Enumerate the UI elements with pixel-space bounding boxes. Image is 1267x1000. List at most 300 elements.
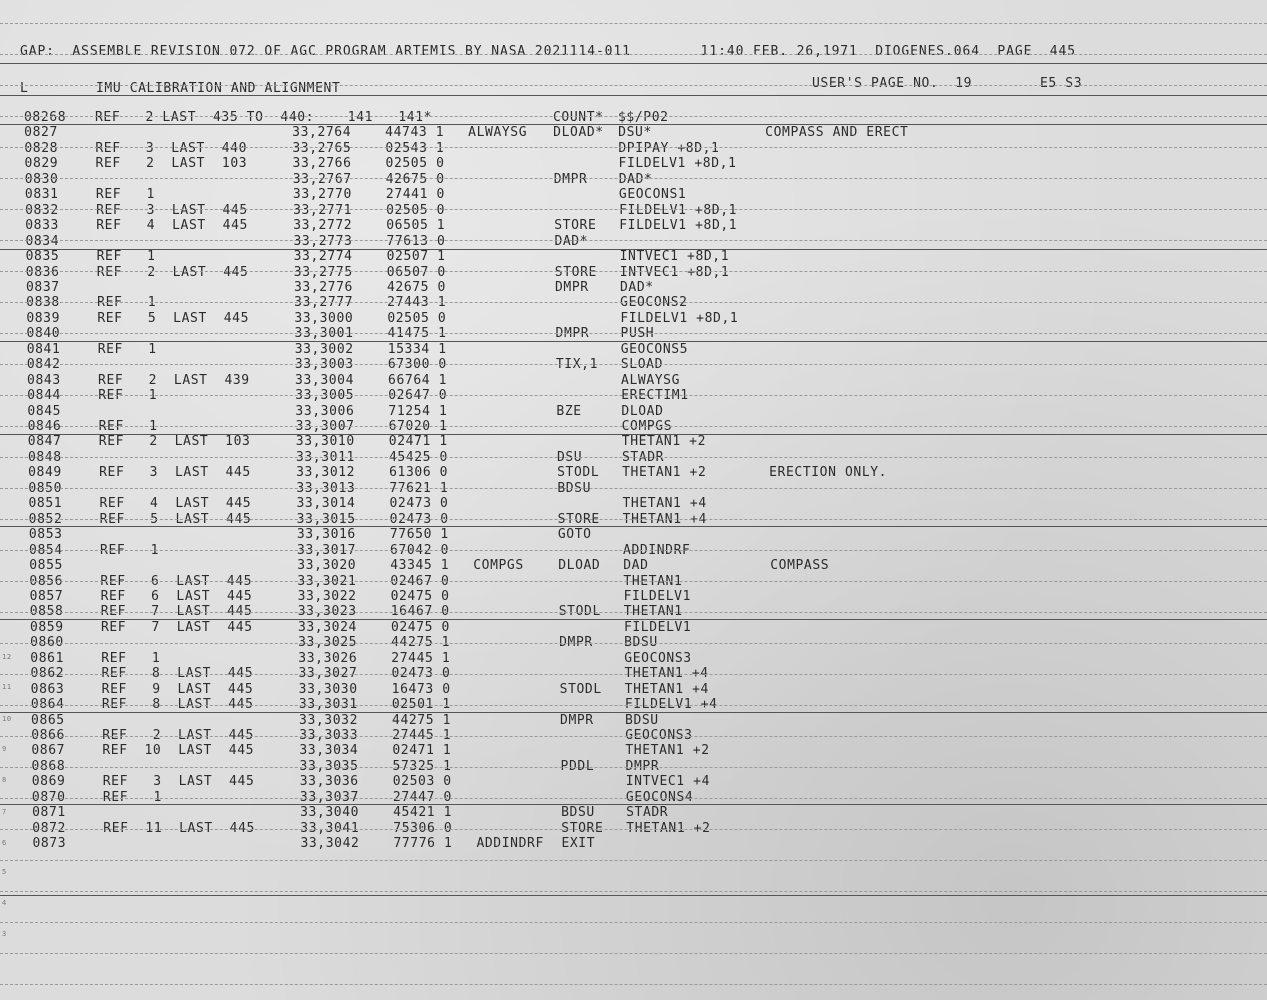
row-word: 61306 0 [389,465,449,481]
row-addr: 33,3041 [300,820,360,836]
row-line: 0831 [24,187,59,203]
row-op: STODL [559,681,602,697]
row-operand: THETAN1 +2 [625,743,710,759]
row-operand: ADDINDRF [623,542,691,558]
row-operand: ERECTIM1 [621,388,689,404]
row-ref: REF 2 LAST 103 [95,156,248,172]
row-addr: 33,3035 [299,758,359,774]
row-addr: 33,3007 [295,419,355,434]
row-ref: REF 2 LAST 445 [102,728,254,743]
row-addr: 33,3037 [299,789,359,805]
row-op: DMPR [553,171,588,187]
row-word: 02501 1 [391,697,451,713]
row-addr: 33,2774 [293,249,353,265]
margin-number: 7 [2,808,7,816]
section-title: IMU CALIBRATION AND ALIGNMENT [96,81,341,96]
row-addr: 33,3032 [299,712,359,728]
row-op: STODL [558,604,601,620]
page-dashed-rule [0,333,1267,334]
page-dashed-rule [0,302,1267,303]
margin-number: 8 [2,776,7,784]
row-operand: BDSU [625,712,659,728]
row-ref: REF 8 LAST 445 [101,697,254,713]
row-word: 02505 0 [385,156,445,172]
row-operand: FILDELV1 +8D,1 [619,218,738,234]
row-label: COMPGS [473,558,524,574]
page-dashed-rule [0,364,1267,365]
row-word: 27445 1 [392,728,452,743]
row-word: 16467 0 [390,604,450,620]
row-op: BDSU [557,480,592,496]
row-operand: GEOCONS3 [625,728,693,743]
page-dashed-rule [0,116,1267,117]
row-word: 44275 1 [391,635,451,651]
row-operand: GEOCONS1 [618,187,687,203]
row-line: 0863 [30,681,65,697]
row-ref: REF 1 [96,249,156,265]
row-operand: STADR [626,805,669,821]
row-word: 43345 1 [390,558,450,574]
page-dashed-rule [0,488,1267,489]
row-operand: FILDELV1 +8D,1 [620,310,739,326]
row-line: 0846 [27,419,62,434]
row-ref: REF 1 [97,295,157,311]
row-word: 02471 1 [392,743,452,759]
page-dashed-rule [0,209,1267,210]
page-dashed-rule [0,984,1267,985]
row-line: 0850 [28,480,63,496]
row-word: 77621 1 [389,480,449,496]
row-ref: REF 2 LAST 435 TO 440: 141 141* [95,110,433,125]
row-word: 44275 1 [392,712,452,728]
row-operand: THETAN1 +2 [622,465,707,481]
row-operand: GEOCONS4 [625,789,694,805]
row-op: STORE [557,511,600,527]
page-dashed-rule [0,674,1267,675]
row-ref: REF 11 LAST 445 [103,820,255,836]
row-ref: REF 9 LAST 445 [101,681,254,697]
page-dashed-rule [0,240,1267,241]
row-line: 08268 [24,110,67,125]
row-line: 0843 [27,372,61,388]
row-operand: GEOCONS3 [624,650,692,666]
row-word: 16473 0 [391,681,451,697]
row-operand: FILDELV1 +8D,1 [618,156,737,172]
row-ref: REF 3 LAST 445 [99,465,251,481]
row-addr: 33,2775 [293,264,353,280]
row-op: DSU [556,449,583,465]
row-addr: 33,3017 [297,542,357,558]
page-dashed-rule [0,953,1267,954]
row-operand: STADR [621,449,665,465]
row-line: 0845 [27,403,62,419]
page-rule [0,804,1267,805]
row-op: EXIT [561,836,596,852]
row-operand: THETAN1 [623,604,683,620]
row-operand: THETAN1 +2 [621,434,707,450]
row-addr: 33,2773 [293,233,353,249]
row-op: DMPR [555,326,590,342]
row-op: STORE [561,820,604,836]
page-dashed-rule [0,860,1267,861]
row-word: 02503 0 [392,774,452,790]
row-addr: 33,3023 [297,604,357,620]
row-line: 0837 [25,279,60,295]
page-dashed-rule [0,147,1267,148]
page-dashed-rule [0,395,1267,396]
row-line: 0832 [25,202,59,218]
page-dashed-rule [0,612,1267,613]
row-line: 0862 [30,666,65,682]
row-op: DAD* [554,233,589,249]
row-line: 0844 [27,388,61,404]
row-op: STODL [557,465,600,481]
row-addr: 33,3020 [297,558,357,574]
row-word: 71254 1 [388,403,448,419]
page-rule [0,434,1267,435]
row-addr: 33,2770 [292,187,352,203]
row-op: DMPR [560,712,594,728]
row-comment: ERECTION ONLY. [769,465,888,481]
row-addr: 33,3011 [295,449,355,465]
row-ref: REF 3 LAST 440 [95,140,248,156]
page-dashed-rule [0,767,1267,768]
row-addr: 33,2767 [292,171,352,187]
row-operand: $$/P02 [618,110,669,125]
row-line: 0848 [27,449,62,465]
page-dashed-rule [0,891,1267,892]
page-dashed-rule [0,829,1267,830]
row-ref: REF 8 LAST 445 [101,666,254,682]
row-line: 0836 [25,264,60,280]
margin-number: 9 [2,745,7,753]
row-operand: FILDELV1 +4 [624,697,718,713]
row-operand: THETAN1 +4 [624,666,709,682]
row-line: 0864 [30,697,65,713]
row-addr: 33,3027 [298,666,358,682]
page-dashed-rule [0,581,1267,582]
row-line: 0842 [26,357,61,373]
row-operand: DSU* [618,125,652,141]
row-ref: REF 1 [97,341,157,357]
row-word: 77776 1 [393,836,453,852]
row-comment: COMPASS [770,558,830,574]
page-rule [0,63,1267,64]
row-ref: REF 6 LAST 445 [100,573,253,589]
row-line: 0860 [30,635,64,651]
row-line: 0869 [31,774,66,790]
row-operand: ALWAYSG [621,372,681,388]
row-word: 02473 0 [389,496,449,512]
row-ref: REF 2 LAST 439 [98,372,250,388]
row-addr: 33,3000 [294,310,354,326]
row-word: 15334 1 [387,341,447,357]
row-addr: 33,2777 [294,295,354,311]
row-line: 0856 [29,573,64,589]
row-word: 66764 1 [388,372,448,388]
row-addr: 33,3033 [299,728,359,743]
row-line: 0868 [31,758,66,774]
users-page-number: USER'S PAGE NO. 19 [812,76,973,91]
page-rule [0,895,1267,896]
row-line: 0861 [30,650,65,666]
margin-number: 6 [2,839,7,847]
row-addr: 33,3042 [300,836,360,852]
row-line: 0829 [24,156,59,172]
row-addr: 33,3006 [295,403,355,419]
row-addr: 33,2764 [292,125,352,141]
row-ref: REF 6 LAST 445 [100,588,253,604]
row-ref: REF 1 [98,419,158,434]
row-word: 02505 0 [387,310,447,326]
row-word: 75306 0 [393,820,453,836]
row-line: 0849 [28,465,62,481]
row-operand: FILDELV1 [623,588,691,604]
page-dashed-rule [0,178,1267,179]
row-ref: REF 3 LAST 445 [102,774,255,790]
page-dashed-rule [0,54,1267,55]
row-operand: DAD* [618,171,653,187]
row-line: 0851 [28,496,63,512]
row-word: 06505 1 [386,218,446,234]
row-line: 0855 [29,558,63,574]
row-addr: 33,3010 [295,434,355,450]
row-operand: THETAN1 +2 [626,820,711,836]
row-addr: 33,3025 [298,635,358,651]
row-addr: 33,3014 [296,496,356,512]
row-addr: 33,2771 [293,202,353,218]
row-word: 27445 1 [391,650,451,666]
row-operand: DLOAD [621,403,664,419]
row-addr: 33,2772 [293,218,353,234]
row-ref: REF 3 LAST 445 [96,202,248,218]
page-rule [0,526,1267,527]
row-word: 27447 0 [392,789,452,805]
row-word: 57325 1 [392,758,452,774]
row-word: 41475 1 [387,326,447,342]
row-operand: GEOCONS2 [620,295,688,311]
row-line: 0847 [27,434,62,450]
row-line: 0857 [29,588,64,604]
row-op: TIX,1 [555,357,599,373]
row-op: BZE [556,403,582,419]
margin-number: 3 [2,930,7,938]
row-word: 45425 0 [388,449,448,465]
row-line: 0870 [31,789,66,805]
page-code: E5 S3 [1040,76,1083,91]
row-operand: PUSH [620,326,655,342]
page-rule [0,95,1267,96]
row-addr: 33,2766 [292,156,352,172]
row-ref: REF 10 LAST 445 [102,743,255,759]
row-word: 42675 0 [385,171,445,187]
row-word: 77650 1 [389,527,449,543]
page-dashed-rule [0,643,1267,644]
page-dashed-rule [0,426,1267,427]
page-rule [0,341,1267,342]
row-addr: 33,3001 [294,326,354,342]
row-line: 0838 [26,295,60,311]
row-line: 0858 [29,604,64,620]
row-line: 0841 [26,341,61,357]
margin-number: 4 [2,899,7,907]
row-operand: INTVEC1 +8D,1 [619,249,730,265]
row-line: 0833 [25,218,59,234]
row-line: 0873 [32,836,67,852]
row-operand: FILDELV1 [623,619,692,635]
row-operand: INTVEC1 +8D,1 [619,264,730,280]
row-word: 27441 0 [385,187,445,203]
row-op: STORE [554,218,597,234]
row-operand: DPIPAY +8D,1 [618,140,720,156]
row-operand: INTVEC1 +4 [625,774,711,790]
row-operand: SLOAD [620,357,664,373]
page-rule [0,124,1267,125]
row-addr: 33,3026 [298,650,358,666]
row-operand: DAD [623,558,649,574]
row-ref: REF 1 [101,650,161,666]
margin-number: 12 [2,653,12,661]
row-word: 67020 1 [388,419,448,434]
row-op: GOTO [557,527,592,543]
page-rule [0,249,1267,250]
row-addr: 33,3030 [298,681,358,697]
row-ref: REF 7 LAST 445 [100,604,253,620]
page-dashed-rule [0,798,1267,799]
row-word: 44743 1 [385,125,445,141]
row-operand: FILDELV1 +8D,1 [619,202,738,218]
row-word: 67300 0 [387,357,447,373]
page-dashed-rule [0,85,1267,86]
row-line: 0871 [32,805,66,821]
row-word: 67042 0 [390,542,450,558]
row-addr: 33,3013 [296,480,356,496]
row-word: 02471 1 [388,434,448,450]
row-operand: BDSU [624,635,658,651]
row-addr: 33,3005 [295,388,355,404]
margin-number: 5 [2,868,7,876]
page-dashed-rule [0,550,1267,551]
row-addr: 33,3004 [295,372,355,388]
row-addr: 33,3021 [297,573,357,589]
row-op: COUNT* [553,110,604,125]
row-word: 02473 0 [389,511,449,527]
row-operand: DMPR [625,758,660,774]
row-word: 06507 0 [386,264,446,280]
row-line: 0852 [28,511,63,527]
row-operand: THETAN1 +4 [622,496,707,512]
row-ref: REF 2 LAST 445 [96,264,249,280]
row-word: 02543 1 [385,140,445,156]
page-dashed-rule [0,519,1267,520]
row-word: 02507 1 [386,249,446,265]
row-ref: REF 5 LAST 445 [99,511,252,527]
row-addr: 33,3024 [297,619,357,635]
section-letter: L [20,81,29,96]
row-ref: REF 4 LAST 445 [96,218,248,234]
row-addr: 33,3002 [294,341,354,357]
page-dashed-rule [0,457,1267,458]
row-operand: DAD* [619,279,654,295]
row-addr: 33,2776 [293,279,353,295]
row-operand: GEOCONS5 [620,341,689,357]
row-operand: THETAN1 +4 [624,681,709,697]
page-rule [0,712,1267,713]
row-addr: 33,3003 [294,357,354,373]
page-dashed-rule [0,23,1267,24]
margin-number: 10 [2,715,12,723]
row-ref: REF 4 LAST 445 [99,496,252,512]
row-line: 0867 [31,743,66,759]
page-rule [0,619,1267,620]
row-ref: REF 5 LAST 445 [97,310,250,326]
row-operand: THETAN1 +4 [622,511,707,527]
row-line: 0830 [24,171,59,187]
row-addr: 33,2765 [292,140,352,156]
row-word: 02505 0 [386,202,446,218]
row-addr: 33,3012 [296,465,356,481]
row-addr: 33,3036 [299,774,359,790]
row-ref: REF 1 [102,789,162,805]
row-comment: COMPASS AND ERECT [765,125,909,141]
row-ref: REF 7 LAST 445 [100,619,253,635]
row-op: DLOAD [558,558,601,574]
page-dashed-rule [0,922,1267,923]
row-line: 0859 [29,619,64,635]
row-operand: THETAN1 [623,573,683,589]
row-word: 02647 0 [388,388,448,404]
row-op: PDDL [560,758,595,774]
row-word: 02467 0 [390,573,450,589]
row-op: STORE [554,264,597,280]
row-addr: 33,3022 [297,588,357,604]
row-line: 0840 [26,326,61,342]
row-op: DLOAD* [553,125,604,141]
page-dashed-rule [0,736,1267,737]
page-dashed-rule [0,705,1267,706]
row-line: 0872 [32,820,66,836]
row-word: 45421 1 [393,805,453,821]
page-dashed-rule [0,271,1267,272]
row-word: 77613 0 [386,233,446,249]
row-op: DMPR [559,635,593,651]
row-label: ALWAYSG [468,125,528,141]
row-line: 0834 [25,233,60,249]
row-ref: REF 1 [95,187,155,203]
row-word: 02475 0 [390,619,450,635]
row-word: 27443 1 [387,295,447,311]
row-line: 0827 [24,125,58,141]
row-addr: 33,3016 [296,527,356,543]
row-line: 0854 [29,542,63,558]
margin-number: 11 [2,683,12,691]
row-line: 0865 [31,712,65,728]
row-label: ADDINDRF [476,836,544,852]
row-line: 0835 [25,249,60,265]
row-addr: 33,3034 [299,743,359,759]
row-addr: 33,3031 [298,697,358,713]
row-line: 0828 [24,140,59,156]
row-line: 0853 [28,527,63,543]
row-op: DMPR [554,279,589,295]
row-addr: 33,3015 [296,511,356,527]
row-word: 42675 0 [386,279,446,295]
row-ref: REF 2 LAST 103 [98,434,251,450]
row-ref: REF 1 [100,542,160,558]
row-ref: REF 1 [98,388,158,404]
row-addr: 33,3040 [300,805,360,821]
row-word: 02473 0 [391,666,451,682]
